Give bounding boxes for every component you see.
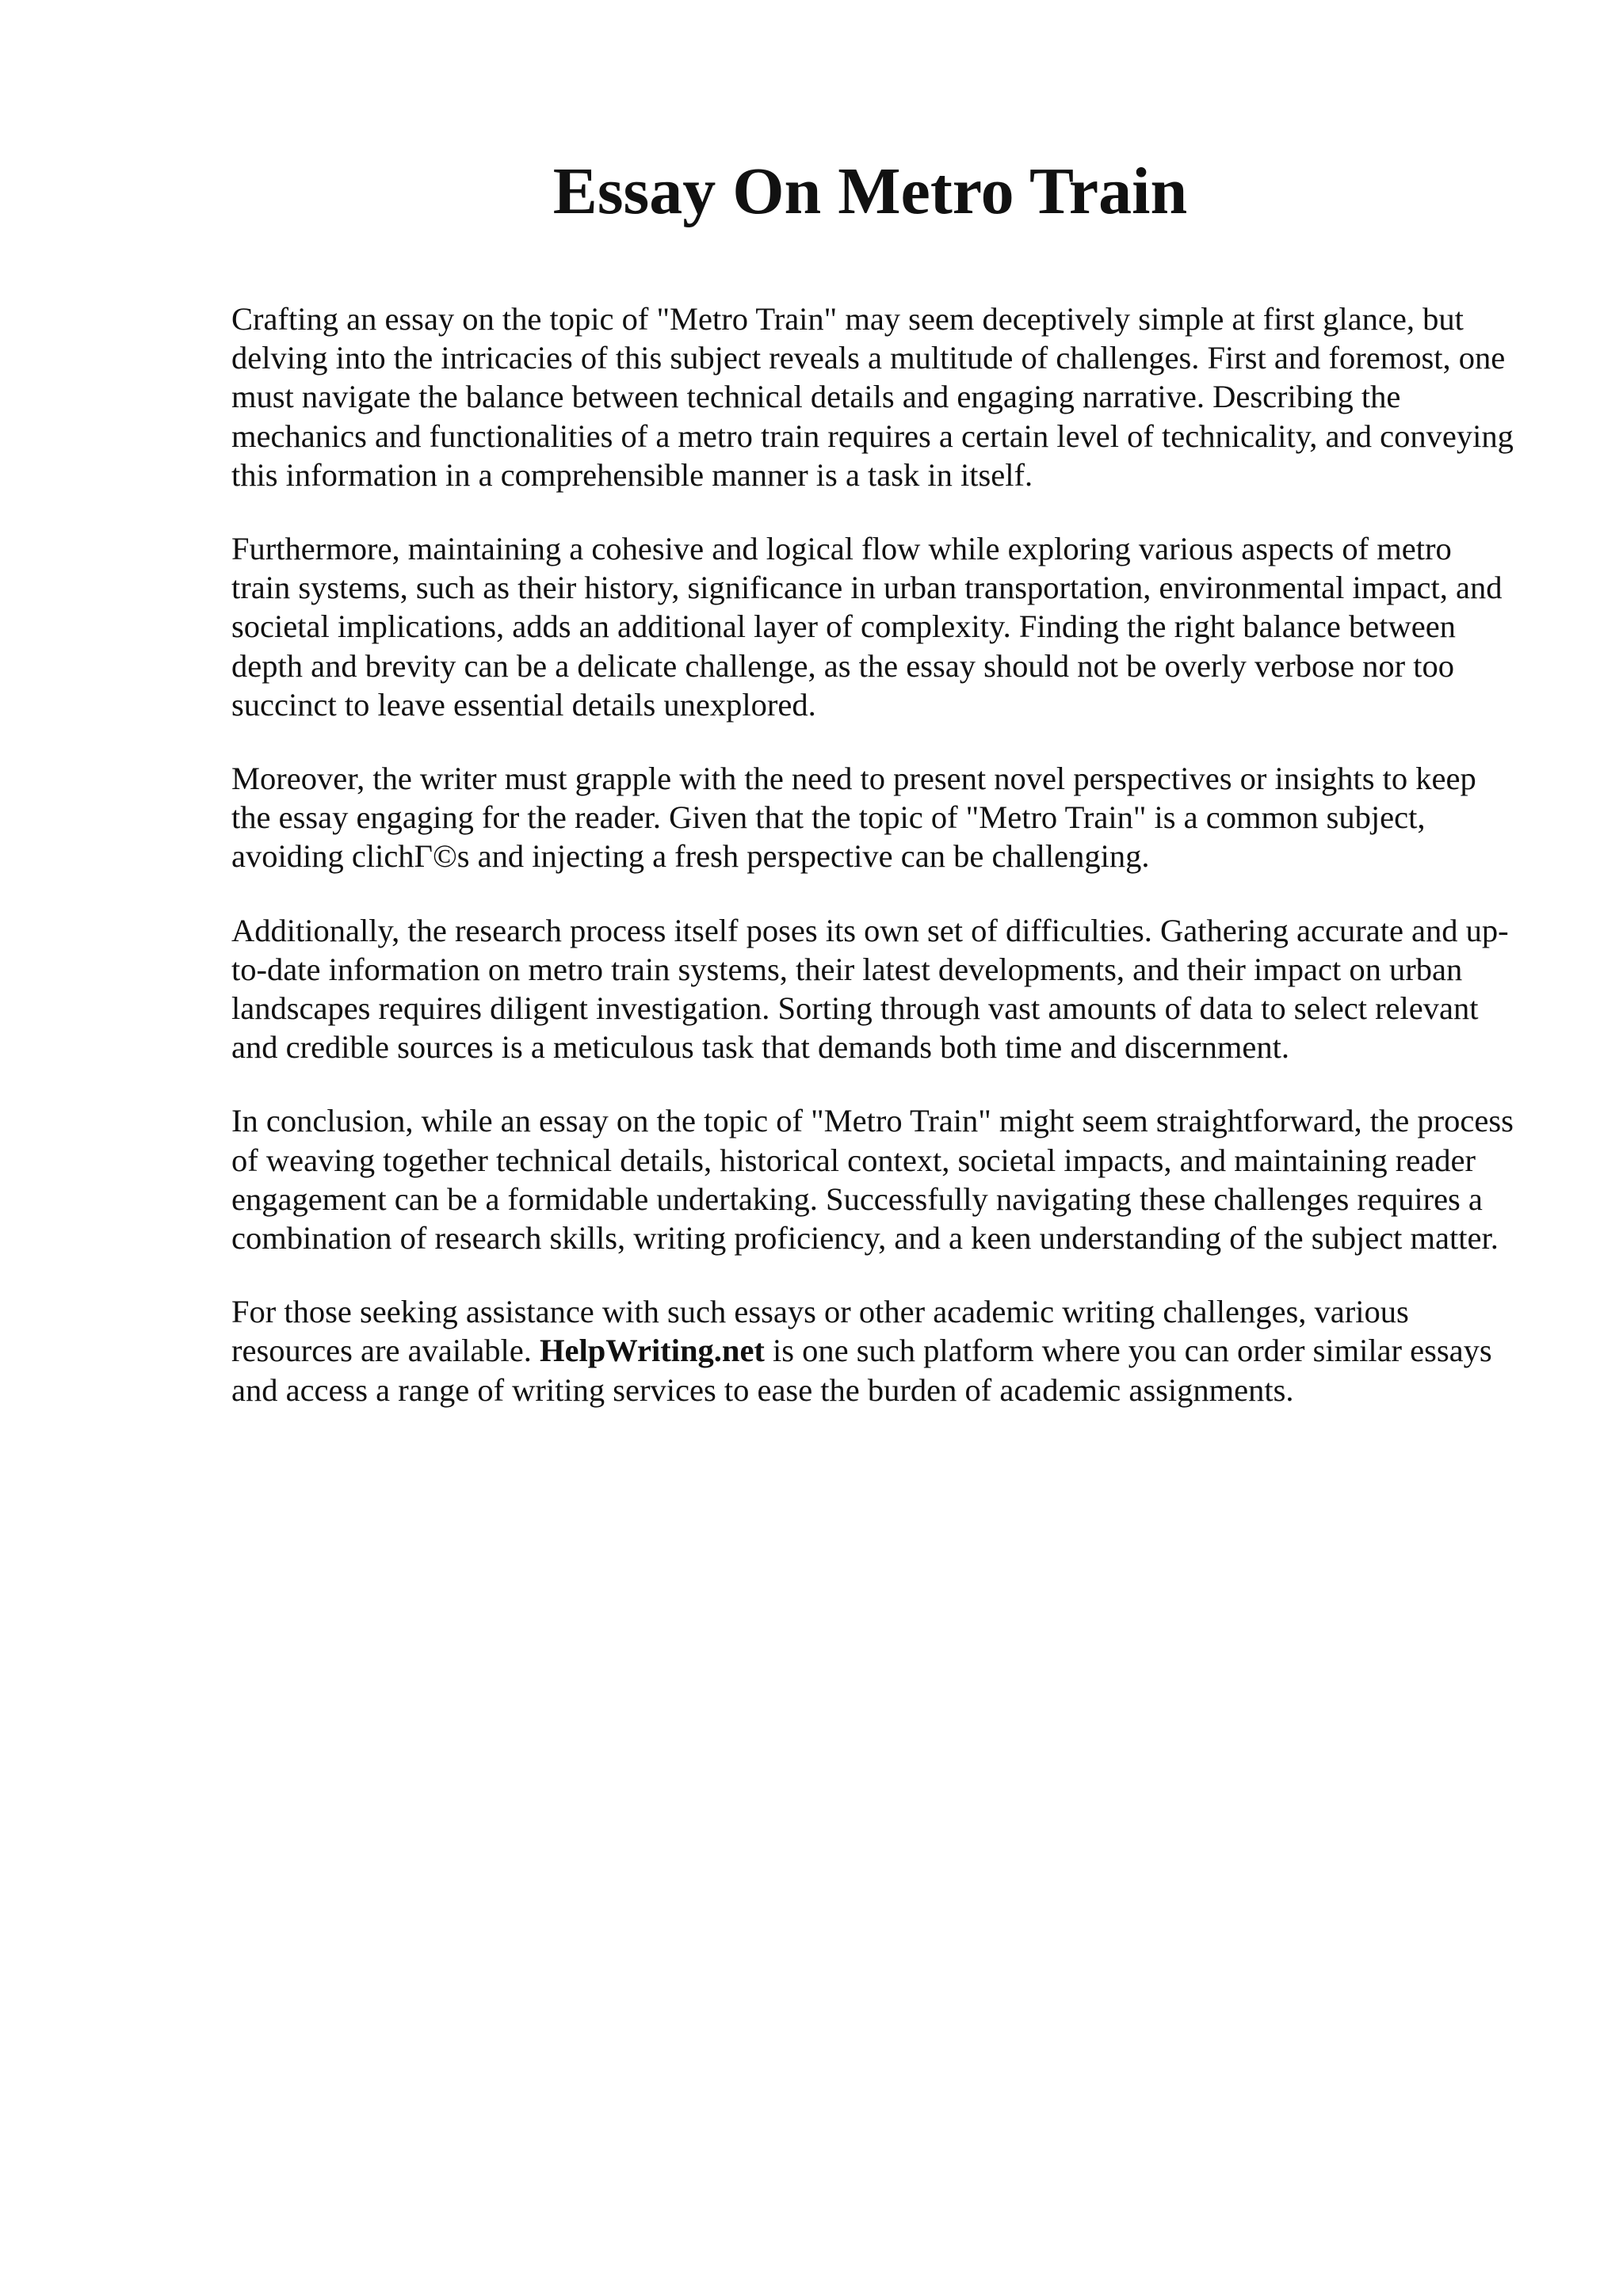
paragraph-6-intro: For those seeking assistance with such essays or other academic writing challenges, various resources are available. <box>231 1294 1409 1369</box>
paragraph-1: Crafting an essay on the topic of "Metro Train" may seem deceptively simple at first glance, but delving into the intricacies of this subject reveals a multitude of challenges. First and foremost, one must navigate the balance between technical details and engaging narrative. Describing the mechanics and functionalities of a metro train requires a certain level of technicality, and conveying this information in a comprehensible manner is a task in itself. <box>231 301 1514 493</box>
helpwriting-link-text: HelpWriting.net <box>540 1333 765 1369</box>
paragraph-5: In conclusion, while an essay on the topic of "Metro Train" might seem straightforward, the process of weaving together technical details, historical context, societal impacts, and maintaining reader engagement can be a formidable undertaking. Successfully navigating these challenges requires a combination of research skills, writing proficiency, and a keen understanding of the subject matter. <box>231 1103 1514 1257</box>
paragraph-6 <box>231 1292 1515 1409</box>
essay-body <box>231 299 1515 1444</box>
paragraph-3: Moreover, the writer must grapple with the need to present novel perspectives or insights to keep the essay engaging for the reader. Given that the topic of "Metro Train" is a common subject, avoiding clichГ©s and injecting a fresh perspective can be challenging. <box>231 761 1476 875</box>
paragraph-4: Additionally, the research process itself poses its own set of difficulties. Gathering accurate and up-to-date information on metro train systems, their latest developments, and their impact on urban landscapes requires diligent investigation. Sorting through vast amounts of data to select relevant and credible sources is a meticulous task that demands both time and discernment. <box>231 912 1509 1066</box>
paragraph-2: Furthermore, maintaining a cohesive and logical flow while exploring various aspects of metro train systems, such as their history, significance in urban transportation, environmental impact, and societal implications, adds an additional layer of complexity. Finding the right balance between depth and brevity can be a delicate challenge, as the essay should not be overly verbose nor too succinct to leave essential details unexplored. <box>231 531 1503 723</box>
document-title: Essay On Metro Train <box>552 154 1188 228</box>
paragraph-6-outro: is one such platform where you can order similar essays and access a range of writing services to ease the burden of academic assignments. <box>231 1333 1492 1408</box>
